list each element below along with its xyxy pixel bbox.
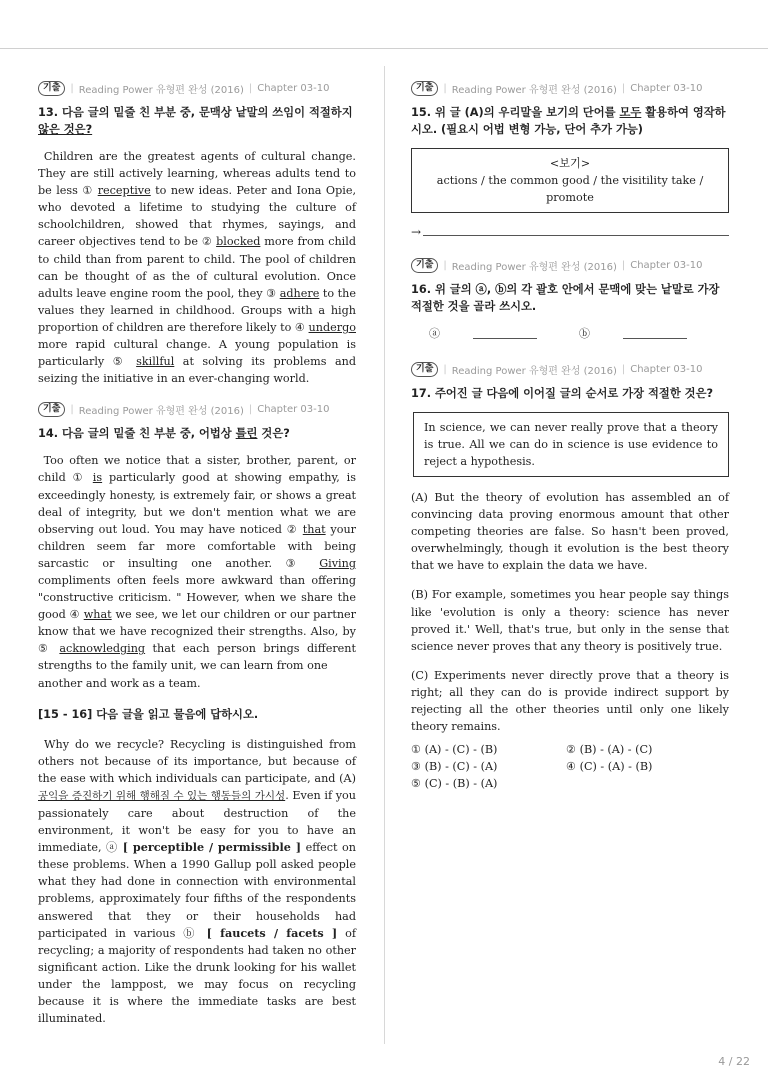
q13-source-line: [38, 80, 356, 96]
source-chapter: Chapter 03-10: [630, 82, 703, 94]
q13-question: [38, 104, 356, 138]
bracket-a: [ perceptible / permissible ]: [122, 840, 302, 855]
option-4[interactable]: ④ (C) - (A) - (B): [566, 760, 653, 774]
exam-tag: 기출: [411, 362, 438, 377]
q13-passage: Children are the greatest agents of cultural change. They are still actively learning, whereas adults tend to be less ① receptive to new ideas. Peter and Iona Opie, who devoted a lifetime to studying the culture of schoolchildren, showed that rhymes, sayings, and career objectives tend to be ② blocked more from child to child than from parent to child. The pool of children can be thought of as the of cultural evolution. Once adults leave engine room the pool, they ③ adhere to the values they learned in childhood. Groups with a high proportion of children are therefore likely to ④ undergo more rapid cultural change. A young population is particularly ⑤ skillful at solving its problems and seizing the initiative in an ever-changing world.: [38, 150, 357, 386]
underline-1: is: [92, 471, 103, 485]
exam-tag: 기출: [411, 81, 438, 96]
q16-question: 16. 위 글의 ⓐ, ⓑ의 각 괄호 안에서 문맥에 맞는 낱말로 가장 적절한 것을 골라 쓰시오.: [411, 283, 720, 313]
separator: |: [621, 363, 626, 375]
source-book: Reading Power 유형편 완성 (2016): [78, 84, 244, 96]
exam-tag: 기출: [38, 402, 65, 417]
blank-b-label: ⓑ: [579, 327, 590, 340]
paragraph-b: (B) For example, sometimes you hear people say things like 'evolution is only a theory: science has never proved it.' Well, that's true, but only in the sense that science never proves that any theory is positively true.: [411, 588, 729, 653]
source-chapter: Chapter 03-10: [257, 403, 330, 415]
source-book: Reading Power 유형편 완성 (2016): [78, 405, 244, 417]
source-chapter: Chapter 03-10: [630, 259, 703, 271]
underline-3: Giving: [319, 556, 356, 570]
left-column: [38, 80, 356, 1027]
separator: |: [621, 82, 626, 94]
page-number: 4 / 22: [718, 1055, 750, 1068]
separator: |: [443, 82, 447, 94]
arrow-icon: →: [411, 225, 422, 239]
separator: |: [621, 259, 626, 271]
underline-3: adhere: [279, 286, 320, 300]
separator: |: [443, 259, 447, 271]
underline-a: 공익을 증진하기 위해 행해질 수 있는 행동들의 가시성: [38, 789, 286, 802]
option-3[interactable]: ③ (B) - (C) - (A): [411, 760, 498, 774]
q15-question: 15. 위 글 (A)의 우리말을 보기의 단어를 모두 활용하여 영작하 시오. (필요시 어법 변형 가능, 단어 추가 가능): [411, 106, 726, 136]
section-15-16-header: [15 - 16] 다음 글을 읽고 물음에 답하시오.: [38, 707, 259, 721]
answer-blank[interactable]: [423, 234, 729, 236]
column-divider: [384, 66, 385, 1044]
underline-4: undergo: [308, 320, 356, 334]
underline-4: what: [83, 608, 112, 622]
q13-question-line1: 13. 다음 글의 밑줄 친 부분 중, 문맥상 낱말의 쓰임이 적절하지: [38, 106, 353, 119]
word-bank-words: actions / the common good / the visitility take / promote: [436, 174, 704, 204]
paragraph-a: (A) But the theory of evolution has assembled an of convincing data proving enormous amount that other competing theories are false. So hasn't been proved, overwhelmingly, though it evolution is the best theory that we have to explain the data we have.: [411, 491, 729, 573]
separator: |: [70, 82, 74, 94]
given-text-box: In science, we can never really prove that a theory is true. All we can do in science is use evidence to reject a hypothesis.: [413, 412, 729, 477]
answer-line[interactable]: [411, 225, 729, 239]
exam-tag: 기출: [411, 258, 438, 273]
underline-1: receptive: [97, 184, 151, 198]
option-5[interactable]: ⑤ (C) - (B) - (A): [411, 777, 498, 791]
q15-source-line: [411, 80, 729, 96]
blank-a-label: ⓐ: [429, 327, 440, 340]
source-book: Reading Power 유형편 완성 (2016): [451, 84, 617, 96]
word-bank-box: [411, 148, 729, 213]
blank-b[interactable]: [623, 328, 687, 339]
paragraph-c: (C) Experiments never directly prove that a theory is right; all they can do is provide indirect support by rejecting all the other theories until only one likely theory remains.: [411, 668, 729, 734]
option-1[interactable]: ① (A) - (C) - (B): [411, 743, 498, 757]
exam-tag: 기출: [38, 81, 65, 96]
q17-source-line: [411, 361, 729, 377]
q17-question: 17. 주어진 글 다음에 이어질 글의 순서로 가장 적절한 것은?: [411, 387, 714, 400]
bracket-b: [ faucets / facets ]: [206, 925, 338, 940]
underline-5: skillful: [136, 355, 175, 369]
q14-question: 14. 다음 글의 밑줄 친 부분 중, 어법상 틀린 것은?: [38, 427, 290, 441]
separator: |: [443, 363, 447, 375]
q16-answer-blanks: [429, 325, 729, 341]
q14-source-line: [38, 401, 356, 417]
q14-question-underline: 틀린: [235, 427, 258, 441]
blank-a[interactable]: [473, 328, 537, 339]
right-column: [411, 80, 729, 792]
underline-2: blocked: [216, 235, 261, 249]
separator: |: [70, 403, 74, 415]
header-rule: [0, 48, 768, 49]
source-book: Reading Power 유형편 완성 (2016): [451, 365, 617, 377]
separator: |: [248, 82, 253, 94]
underline-2: that: [302, 522, 326, 536]
word-bank-title: <보기>: [549, 157, 591, 170]
q15-question-underline: 모두: [619, 106, 642, 119]
q17-options: [411, 741, 729, 792]
option-2[interactable]: ② (B) - (A) - (C): [566, 743, 653, 757]
source-book: Reading Power 유형편 완성 (2016): [451, 261, 617, 273]
separator: |: [248, 403, 253, 415]
q14-passage: Too often we notice that a sister, brother, parent, or child ① is particularly good at showing empathy, is exceedingly honesty, is extremely fair, or shows a great deal of integrity, but we don't mention what we are observing out loud. You may have noticed ② that your children seem far more comfortable with being sarcastic or insulting one another. ③ Giving compliments often feels more awkward than offering "constructive criticism. " However, when we share the good ④ what we see, we let our children or our partner know that we have recognized their strengths. Also, by ⑤ acknowledging that each person brings different strengths to the family unit, we can learn from one another and work as a team.: [38, 454, 356, 690]
underline-5: acknowledging: [59, 642, 146, 656]
source-chapter: Chapter 03-10: [257, 82, 330, 94]
source-chapter: Chapter 03-10: [630, 363, 703, 375]
section-15-16-passage: Why do we recycle? Recycling is distinguished from others not because of its importance, but because of the ease with which individuals can participate, and (A) 공익을 증진하기 위해 행해질 수 있는 행동들의 가시성. Even if you passionately care about destruction of the environment, it won't be easy for you to have an immediate, ⓐ [ perceptible / permissible ] effect on these problems. When a 1990 Gallup poll asked people what they had done in connection with environmental problems, approximately four fifths of the respondents answered that they or their households had participated in various ⓑ [ faucets / facets ] of recycling; a majority of respondents had taken no other significant action. Like the drunk looking for his wallet under the lamppost, we may focus on recycling because it is where the immediate tasks are best illuminated.: [38, 737, 356, 1026]
q16-source-line: [411, 257, 729, 273]
q13-question-line2: 않은 것은?: [38, 123, 93, 136]
